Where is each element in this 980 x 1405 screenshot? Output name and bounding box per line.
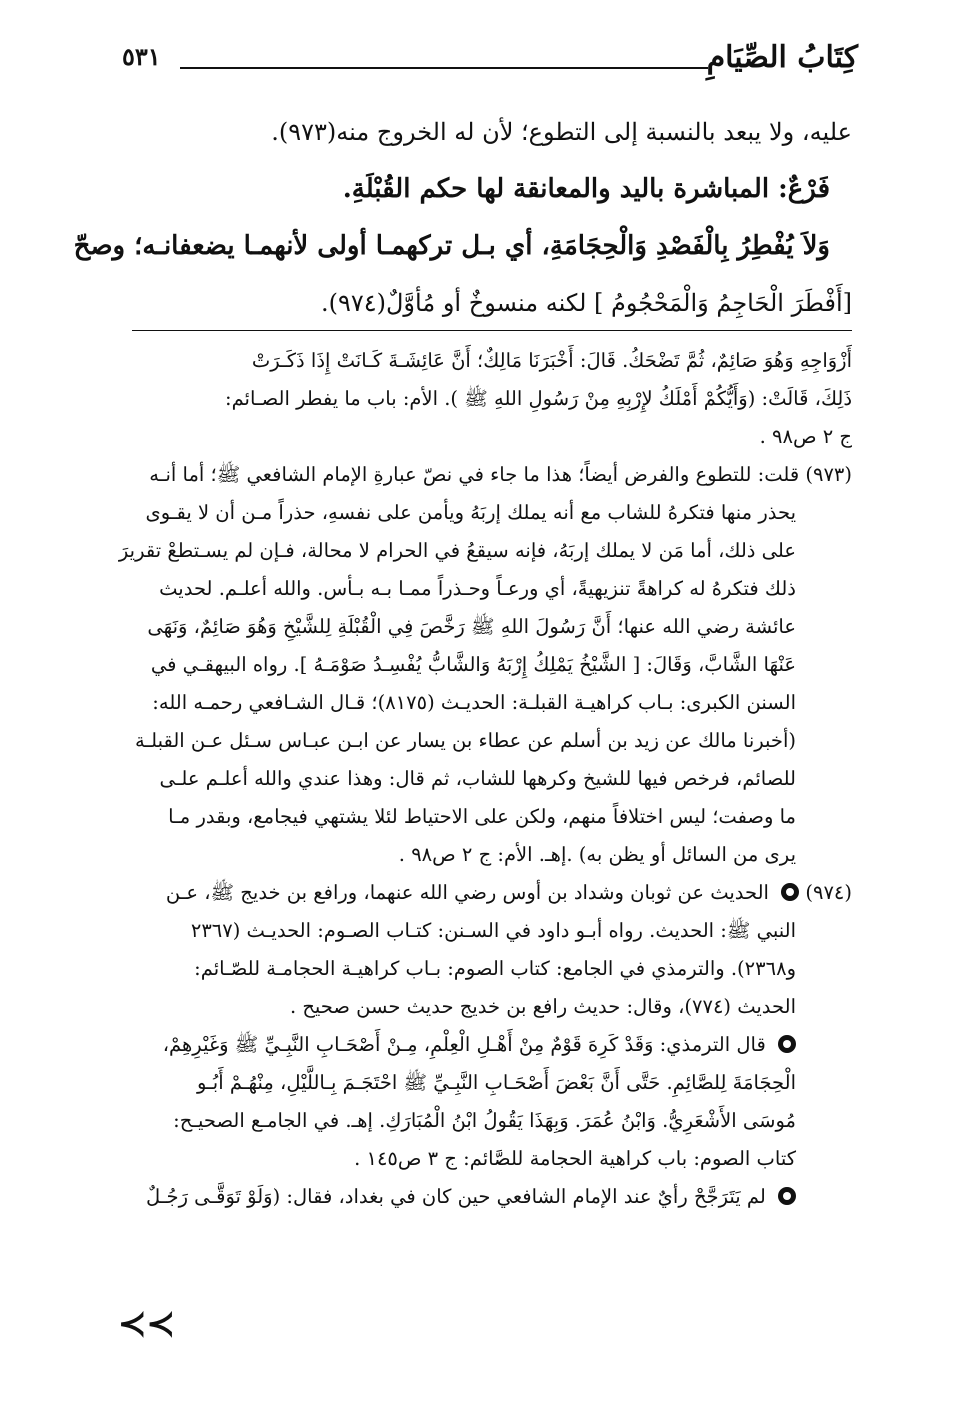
next-page-marker-icon: ≺≺	[118, 1304, 175, 1344]
footnote-line: ج ٢ ص٩٨ .	[759, 425, 852, 448]
footnote-line: عائشة رضي الله عنها؛ أَنَّ رَسُولَ اللهِ ﷺ رَخَّصَ فِي الْقُبْلَةِ لِلشَّيْخِ وَهُوَ صَائِمٌ، وَنَهَى	[147, 615, 796, 638]
chapter-title: كِتَابُ الصِّيَامِ	[706, 40, 858, 75]
bullet-icon	[778, 1187, 796, 1205]
footnote-974-first-line	[118, 874, 852, 912]
page-header	[122, 38, 858, 78]
shafii-first-line	[118, 1178, 852, 1216]
footnote-divider	[132, 330, 852, 331]
main-line: [أَفْطَرَ الْحَاجِمُ وَالْمَحْجُومُ ] لكنه منسوخٌ أو مُأوَّلٌ(٩٧٤).	[320, 289, 852, 317]
footnote-line: ذلك فتكرهُ له كراهةً تنزيهيةً، أي ورعـاً وحـذراً ممـا بـه بـأس. والله أعلـم. لحديث	[159, 577, 796, 600]
footnote-line: (أخبرنا مالك عن زيد بن أسلم عن عطاء بن يسار عن ابـن عبـاس سـئل عـن القبلـة	[134, 729, 796, 752]
tirmidhi-first-line	[118, 1026, 852, 1064]
footnote-973-first-line	[118, 456, 852, 494]
footnote-line: قال الترمذي: وَقَدْ كَرِهَ قَوْمٌ مِنْ أَهْـلِ الْعِلْمِ، مِـنْ أَصْحَـابِ النَّبِـيِّ ﷺ وَغَيْرِهِمْ،	[162, 1033, 766, 1056]
main-line-fitr: وَلاَ يُفْطِرُ بِالْفَصْدِ وَالْحِجَامَةِ، أي بـل تركهمـا أولى لأنهمـا يضعفانـه؛ وصحّ	[73, 231, 830, 261]
footnote-line: عَنْهَا الشَّابَّ، وَقَالَ: [ الشَّيْخُ يَمْلِكُ إِرْبَهُ وَالشَّابُّ يُفْسِـدُ صَوْمَـهُ ]. رواه البيهقـي في	[150, 653, 796, 676]
footnote-line: أَزْوَاجِهِ وَهُوَ صَائِمٌ، ثُمَّ تَضْحَكُ. قَالَ: أَخْبَرَنَا مَالِكٌ؛ أَنَّ عَائِشَـةَ كَـانَتْ إِذَا ذَكَـرَتْ	[251, 349, 852, 372]
footnote-line: النبي ﷺ: الحديث. رواه أبـو داود في السـنن: كتـاب الصـوم: الحديـث (٢٣٦٧	[190, 919, 796, 942]
footnote-line: مُوسَى الأَشْعَرِيُّ. وَابْنُ عُمَرَ. وَبِهَذَا يَقُولُ ابْنُ الْمُبَارَكِ. إهـ. في الجامـع الصحيـح:	[173, 1109, 796, 1132]
footnote-line: و٢٣٦٨). والترمذي في الجامع: كتاب الصوم: بـاب كراهيـة الحجامـة للصّـائم:	[194, 957, 796, 980]
footnote-line: الحديث عن ثوبان وشداد بن أوس رضي الله عنهما، ورافع بن خديج ﷺ، عـن	[165, 881, 769, 904]
footnote-line: الحديث (٧٧٤)، وقال: حديث رافع بن خديج حديث حسن صحيح .	[289, 995, 796, 1018]
bullet-icon	[781, 883, 799, 901]
bullet-icon	[778, 1035, 796, 1053]
main-line: عليه، ولا يبعد بالنسبة إلى التطوع؛ لأن له الخروج منه(٩٧٣).	[271, 118, 852, 146]
page-number: ٥٣١	[122, 42, 161, 71]
footnote-line: الْحِجَامَةَ لِلصَّائِمِ. حَتَّى أَنَّ بَعْضَ أَصْحَـابِ النَّبِـيِّ ﷺ احْتَجَـمَ بِـاللَّيْلِ، مِنْهُـمْ أَبُـو	[197, 1071, 796, 1094]
footnote-line: قلت: للتطوع والفرض أيضاً؛ هذا ما جاء في نصّ عبارةِ الإمام الشافعي ﷺ؛ أما أنـه	[149, 463, 800, 486]
footnote-line: يرى من السائل أو يظن به) .إهـ. الأم: ج ٢ ص٩٨ .	[398, 843, 796, 866]
main-line-far: فَرْعٌ: المباشرة باليد والمعانقة لها حكم القُبْلَةِ.	[342, 174, 830, 204]
footnote-line: لم يَتَرَجَّحْ رأيٌ عند الإمام الشافعي حين كان في بغداد، فقال: (وَلَوْ تَوَقَّـى رَجُـلٌ	[146, 1185, 766, 1208]
footnote-line: ما وصفت؛ ليس اختلافاً منهم، ولكن على الاحتياط لئلا يشتهي فيجامع، وبقدر مـا	[168, 805, 796, 828]
footnote-line: للصائم، فرخص فيها للشيخ وكرهها للشاب، ثم قال: وهذا عندي والله أعلـم علـى	[159, 767, 796, 790]
footnote-974-number: (٩٧٤)	[805, 881, 852, 904]
footnote-973-number: (٩٧٣)	[805, 463, 852, 486]
footnote-line: يحذر منها فتكرهُ للشاب مع أنه يملك إربَهُ ويأمن على نفسهِ، حذراً مـن أن لا يقـوى	[145, 501, 796, 524]
footnote-line: ذَلِكَ، قَالَتْ: (وَأَيُّكُمْ أَمْلَكُ لإِرْبِهِ مِنْ رَسُولِ اللهِ ﷺ ). الأم: باب ما يفطر الصـائم:	[225, 387, 852, 410]
main-text	[73, 104, 852, 332]
footnote-line: على ذلك، أما مَن لا يملك إربَهُ، فإنه سيقعُ في الحرام لا محالة، فـإن لم يسـتطعْ تقريرَ	[118, 539, 796, 562]
footnotes	[118, 342, 852, 1216]
footnote-line: كتاب الصوم: باب كراهية الحجامة للصَّائم: ج ٣ ص١٤٥ .	[354, 1147, 796, 1170]
footnote-line: السنن الكبرى: بـاب كراهيـة القبلـة: الحديـث (٨١٧٥)؛ قـال الشـافعي رحمـه الله:	[152, 691, 796, 714]
header-rule	[180, 67, 708, 69]
